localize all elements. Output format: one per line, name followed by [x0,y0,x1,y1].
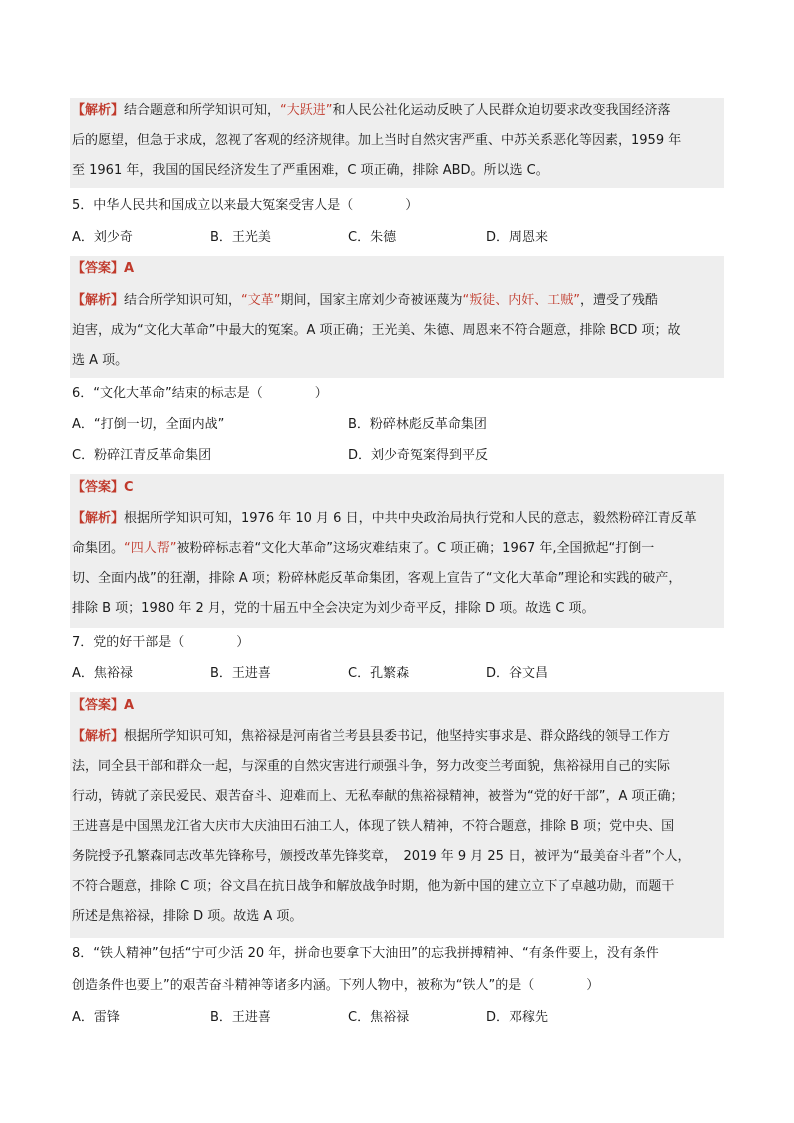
text: 结合题意和所学知识可知， [124,103,281,118]
question-8-option-c: C．焦裕禄 [348,1010,410,1025]
highlight-text: “四人帮” [124,541,177,556]
analysis-6-line-1 [72,509,697,529]
question-7-stem: 7．党的好干部是（ ） [72,635,250,650]
answer-6-line [72,478,134,498]
question-8-stem-line-2: 创造条件也要上”的艰苦奋斗精神等诸多内涵。下列人物中，被称为“铁人”的是（ ） [72,978,600,993]
analysis-block-1 [70,98,724,188]
analysis-5-line-2: 迫害，成为“文化大革命”中最大的冤案。A 项正确；王光美、朱德、周恩来不符合题意，排除 BCD 项；故 [72,323,681,338]
question-5-option-b: B．王光美 [210,230,271,245]
answer-tag: 【答案】 [72,261,125,276]
answer-7-line [72,696,134,716]
text: 根据所学知识可知，1976 年 10 月 6 日，中共中央政治局执行党和人民的意志，毅然粉碎江青反革 [124,511,697,526]
analysis-1-line-3: 至 1961 年，我国的国民经济发生了严重困难，C 项正确，排除 ABD。所以选 C。 [72,163,549,178]
question-6-option-a: A．“打倒一切，全面内战” [72,417,225,432]
analysis-tag: 【解析】 [72,729,125,744]
text: 和人民公社化运动反映了人民群众迫切要求改变我国经济落 [332,103,671,118]
question-8-option-d: D．邓稼先 [486,1010,549,1025]
text: 根据所学知识可知，焦裕禄是河南省兰考县县委书记，他坚持实事求是、群众路线的领导工作方 [124,729,671,744]
analysis-7-line-7: 所述是焦裕禄，排除 D 项。故选 A 项。 [72,909,303,924]
highlight-text: “叛徒、内奸、工贼” [462,293,581,308]
analysis-7-line-1 [72,727,670,747]
question-5-option-a: A．刘少奇 [72,230,133,245]
question-6-option-b: B．粉碎林彪反革命集团 [348,417,487,432]
answer-tag: 【答案】 [72,480,125,495]
question-6-option-d: D．刘少奇冤案得到平反 [348,448,489,463]
question-5-option-c: C．朱德 [348,230,397,245]
analysis-7-line-3: 行动，铸就了亲民爱民、艰苦奋斗、迎难而上、无私奉献的焦裕禄精神，被誉为“党的好干部”，A 项正确； [72,789,684,804]
question-7-option-b: B．王进喜 [210,666,271,681]
highlight-text: “文革” [241,293,281,308]
highlight-text: “大跃进” [280,103,333,118]
question-8-option-b: B．王进喜 [210,1010,271,1025]
answer-tag: 【答案】 [72,698,125,713]
analysis-7-line-4: 王进喜是中国黑龙江省大庆市大庆油田石油工人，体现了铁人精神，不符合题意，排除 B 项；党中央、国 [72,819,675,834]
analysis-tag: 【解析】 [72,293,125,308]
question-7-option-c: C．孔繁森 [348,666,410,681]
question-8-option-a: A．雷锋 [72,1010,120,1025]
analysis-7-line-2: 法，同全县干部和群众一起，与深重的自然灾害进行顽强斗争，努力改变兰考面貌，焦裕禄用自己的实际 [72,759,671,774]
text: 结合所学知识可知， [124,293,242,308]
question-6-stem: 6．“文化大革命”结束的标志是（ ） [72,386,328,401]
text: ，遭受了残酷 [580,293,659,308]
analysis-7-line-6: 不符合题意，排除 C 项；谷文昌在抗日战争和解放战争时期，他为新中国的建立立下了卓越功勋，而题干 [72,879,675,894]
analysis-tag: 【解析】 [72,103,125,118]
question-8-stem-line-1: 8．“铁人精神”包括“宁可少活 20 年，拼命也要拿下大油田”的忘我拼搏精神、“有条件要上，没有条件 [72,946,659,961]
analysis-1-line-2: 后的愿望，但急于求成，忽视了客观的经济规律。加上当时自然灾害严重、中苏关系恶化等因素，1959 年 [72,133,682,148]
question-5-option-d: D．周恩来 [486,230,549,245]
analysis-7-line-5: 务院授予孔繁森同志改革先锋称号，颁授改革先锋奖章， 2019 年 9 月 25 日，被评为“最美奋斗者”个人， [72,849,691,864]
text: 期间，国家主席刘少奇被诬蔑为 [280,293,463,308]
answer-block-7 [70,692,724,938]
question-5-stem: 5．中华人民共和国成立以来最大冤案受害人是（ ） [72,198,419,213]
analysis-6-line-3: 切、全面内战”的狂潮，排除 A 项；粉碎林彪反革命集团，客观上宣告了“文化大革命”理论和实践的破产， [72,571,682,586]
answer-block-5 [70,256,724,378]
analysis-6-line-2 [72,539,654,559]
answer-block-6 [70,474,724,628]
answer-5-line [72,259,134,279]
text: 命集团。 [72,541,125,556]
analysis-5-line-3: 选 A 项。 [72,353,129,368]
text: 被粉碎标志着“文化大革命”这场灾难结束了。C 项正确；1967 年,全国掀起“打倒一 [176,541,655,556]
question-7-option-d: D．谷文昌 [486,666,549,681]
analysis-6-line-4: 排除 B 项；1980 年 2 月，党的十届五中全会决定为刘少奇平反，排除 D 项。故选 C 项。 [72,601,595,616]
question-7-option-a: A．焦裕禄 [72,666,133,681]
analysis-tag: 【解析】 [72,511,125,526]
answer-value: A [124,261,135,276]
question-6-option-c: C．粉碎江青反革命集团 [72,448,212,463]
analysis-5-line-1 [72,291,658,311]
answer-value: A [124,698,135,713]
analysis-1-line-1 [72,101,671,121]
answer-value: C [124,480,134,495]
